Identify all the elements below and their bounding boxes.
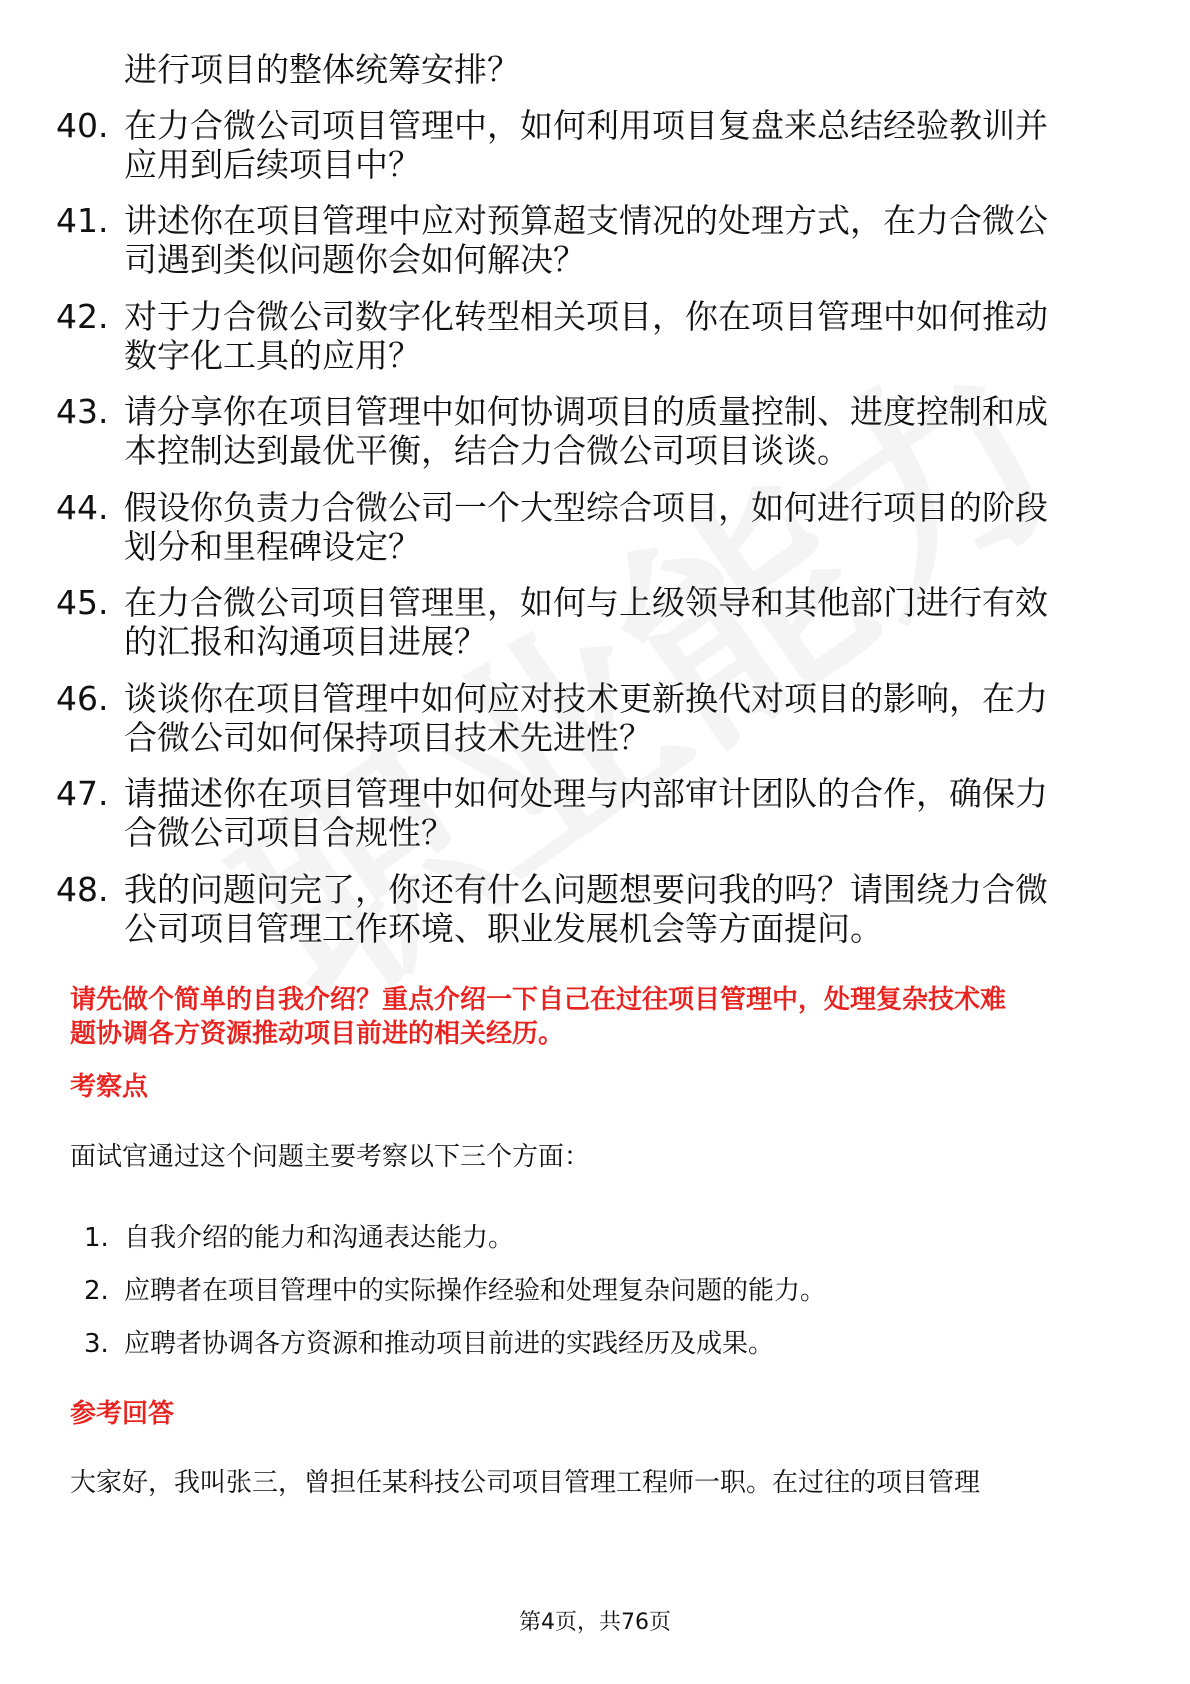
question-text: 应用到后续项目中？ <box>124 145 421 184</box>
question-text: 我的问题问完了，你还有什么问题想要问我的吗？请围绕力合微 <box>124 870 1048 909</box>
question-text: 合微公司如何保持项目技术先进性？ <box>124 718 652 757</box>
list-item-continuation <box>0 813 1190 853</box>
list-item <box>0 488 1190 528</box>
list-item <box>0 1327 1190 1361</box>
highlight-question-line: 请先做个简单的自我介绍？重点介绍一下自己在过往项目管理中，处理复杂技术难 <box>70 985 1007 1015</box>
list-item <box>0 297 1190 337</box>
point-number: 1. <box>84 1223 109 1253</box>
question-number: 40. <box>56 106 109 145</box>
question-number: 41. <box>56 201 109 240</box>
point-number: 3. <box>84 1329 109 1359</box>
list-item <box>0 201 1190 241</box>
list-item <box>0 50 1190 90</box>
question-text: 讲述你在项目管理中应对预算超支情况的处理方式，在力合微公 <box>124 201 1048 240</box>
question-number: 45. <box>56 583 109 622</box>
question-text: 司遇到类似问题你会如何解决？ <box>124 240 586 279</box>
list-item-continuation <box>0 527 1190 567</box>
list-item-continuation <box>0 336 1190 376</box>
question-number: 43. <box>56 392 109 431</box>
question-number: 47. <box>56 774 109 813</box>
list-item-continuation <box>0 240 1190 280</box>
question-text: 谈谈你在项目管理中如何应对技术更新换代对项目的影响，在力 <box>124 679 1048 718</box>
question-text: 公司项目管理工作环境、职业发展机会等方面提问。 <box>124 909 883 948</box>
list-item-continuation <box>0 622 1190 662</box>
question-text: 请描述你在项目管理中如何处理与内部审计团队的合作，确保力 <box>124 774 1048 813</box>
intro-paragraph: 面试官通过这个问题主要考察以下三个方面： <box>70 1142 591 1172</box>
question-number: 42. <box>56 297 109 336</box>
list-item-continuation <box>0 718 1190 758</box>
list-item <box>0 1274 1190 1308</box>
point-text: 自我介绍的能力和沟通表达能力。 <box>124 1223 515 1253</box>
question-text: 本控制达到最优平衡，结合力合微公司项目谈谈。 <box>124 431 850 470</box>
list-item-continuation <box>0 431 1190 471</box>
section-heading-assessment: 考察点 <box>70 1072 149 1102</box>
answer-paragraph: 大家好，我叫张三，曾担任某科技公司项目管理工程师一职。在过往的项目管理 <box>70 1468 981 1498</box>
point-number: 2. <box>84 1276 109 1306</box>
question-text: 对于力合微公司数字化转型相关项目，你在项目管理中如何推动 <box>124 297 1048 336</box>
question-text: 的汇报和沟通项目进展？ <box>124 622 487 661</box>
list-item <box>0 392 1190 432</box>
list-item <box>0 106 1190 146</box>
question-text: 数字化工具的应用？ <box>124 336 421 375</box>
question-text: 合微公司项目合规性？ <box>124 813 454 852</box>
point-text: 应聘者协调各方资源和推动项目前进的实践经历及成果。 <box>124 1329 775 1359</box>
list-item <box>0 1221 1190 1255</box>
list-item <box>0 679 1190 719</box>
page-footer: 第4页，共76页 <box>519 1610 671 1635</box>
list-item <box>0 870 1190 910</box>
list-item <box>0 583 1190 623</box>
question-text: 划分和里程碑设定？ <box>124 527 421 566</box>
question-number: 44. <box>56 488 109 527</box>
point-text: 应聘者在项目管理中的实际操作经验和处理复杂问题的能力。 <box>124 1276 827 1306</box>
question-text: 在力合微公司项目管理里，如何与上级领导和其他部门进行有效 <box>124 583 1048 622</box>
question-text: 进行项目的整体统筹安排？ <box>124 50 520 89</box>
highlight-question-line: 题协调各方资源推动项目前进的相关经历。 <box>70 1019 565 1049</box>
question-number: 48. <box>56 870 109 909</box>
list-item <box>0 774 1190 814</box>
list-item-continuation <box>0 145 1190 185</box>
question-text: 在力合微公司项目管理中，如何利用项目复盘来总结经验教训并 <box>124 106 1048 145</box>
question-number: 46. <box>56 679 109 718</box>
list-item-continuation <box>0 909 1190 949</box>
question-text: 请分享你在项目管理中如何协调项目的质量控制、进度控制和成 <box>124 392 1048 431</box>
question-text: 假设你负责力合微公司一个大型综合项目，如何进行项目的阶段 <box>124 488 1048 527</box>
section-heading-answer: 参考回答 <box>70 1399 175 1429</box>
